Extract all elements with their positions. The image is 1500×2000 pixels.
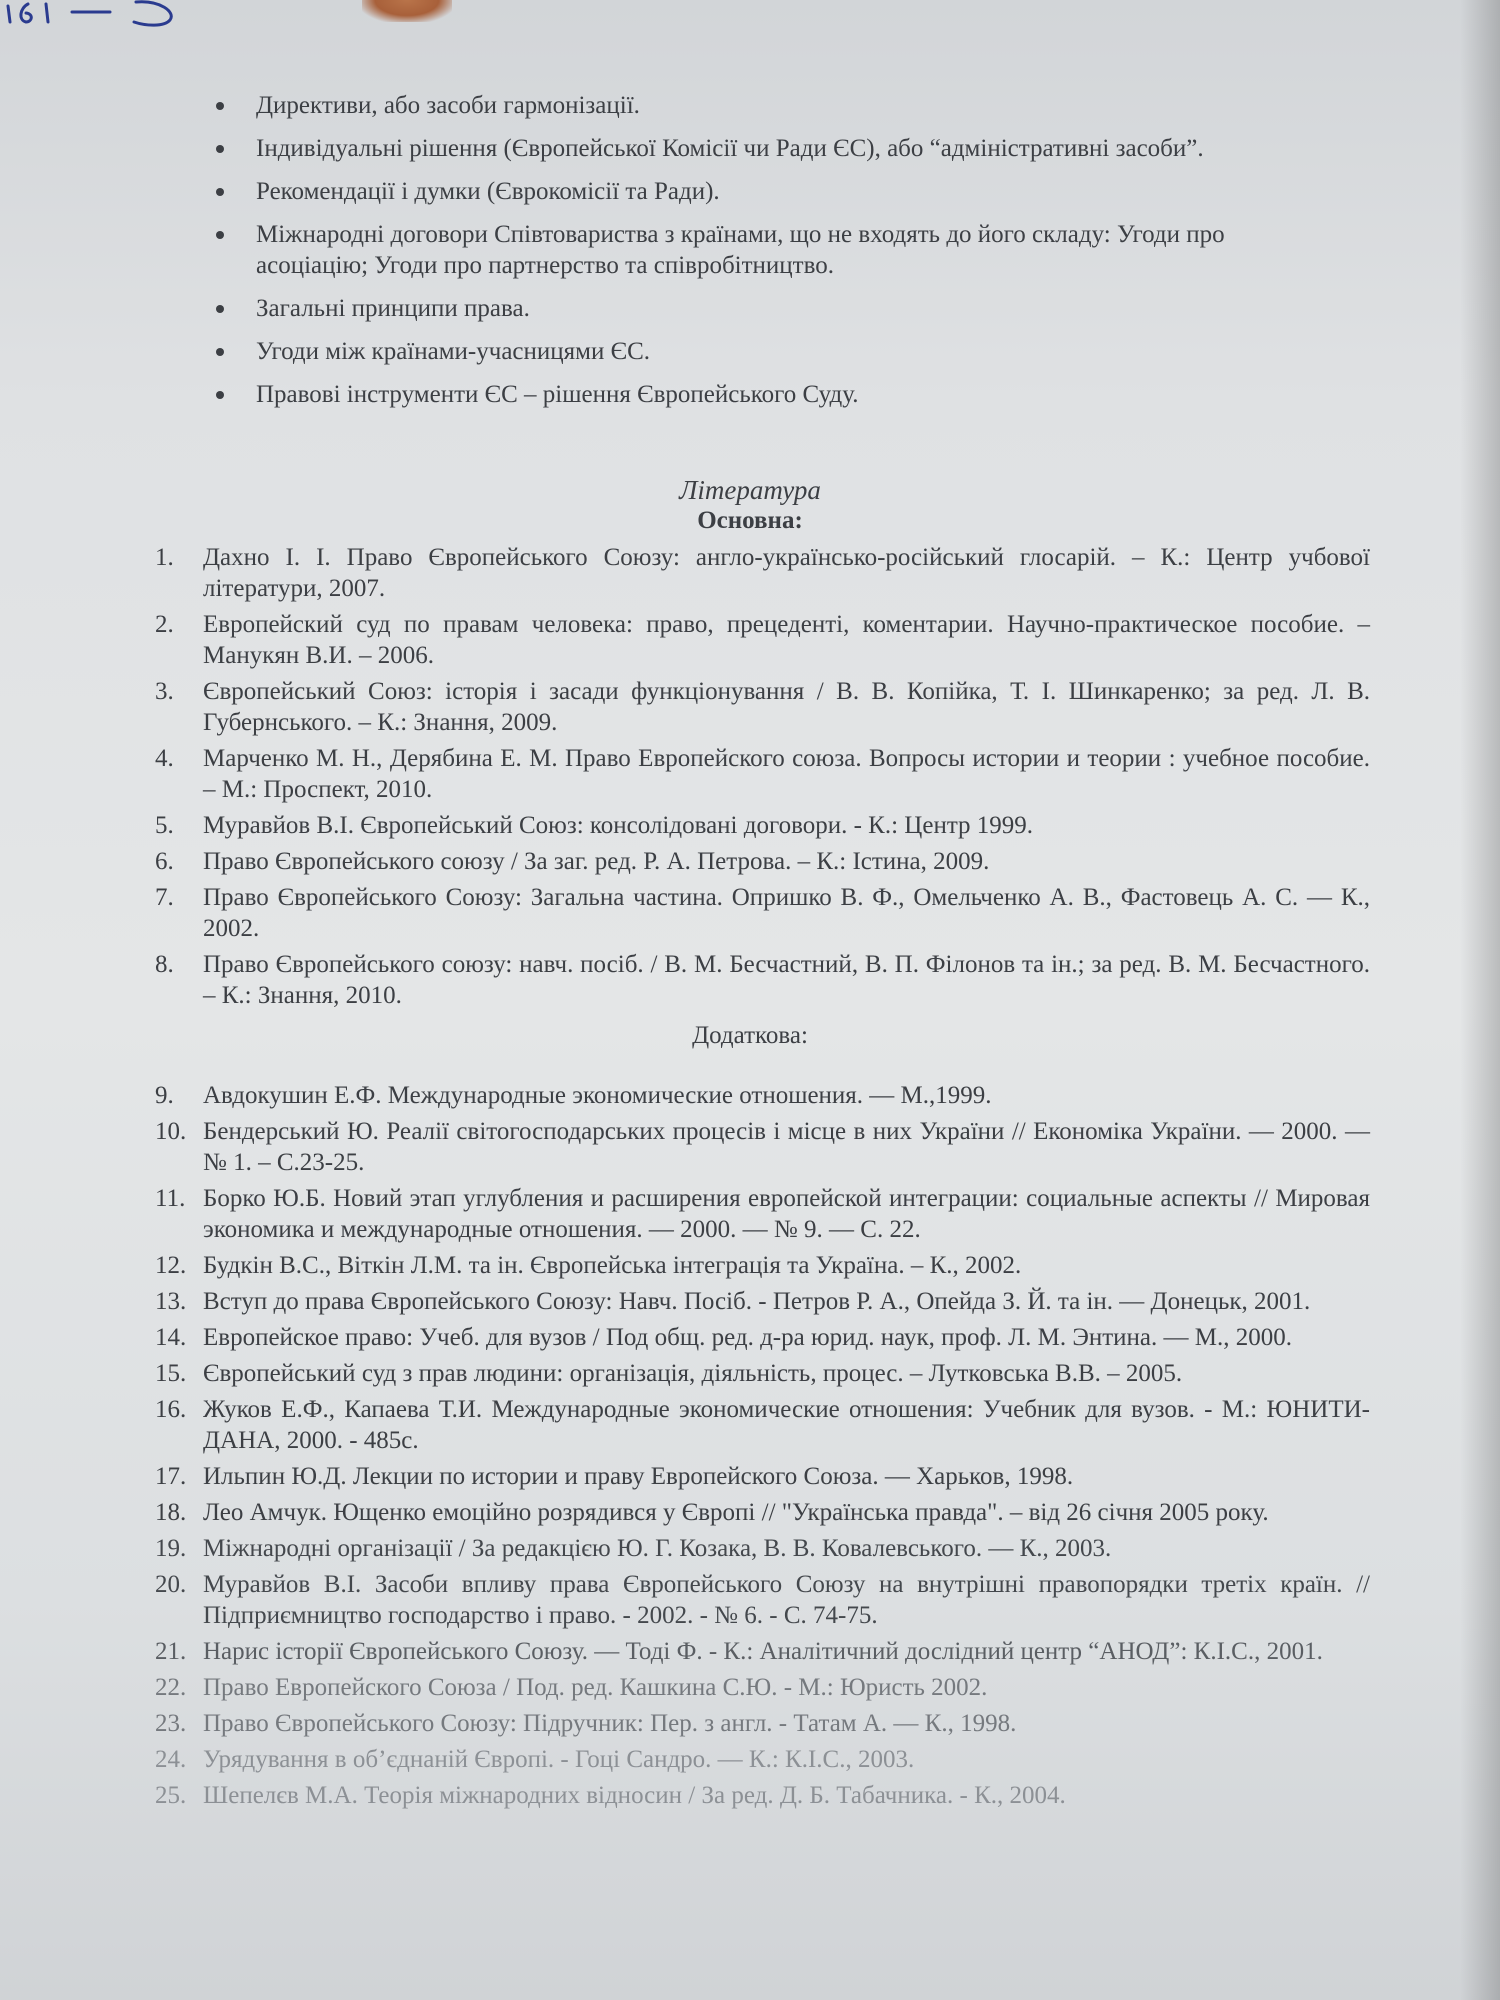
bullet-dot-icon — [216, 102, 224, 110]
reference-item: 4. Марченко М. Н., Дерябина Е. М. Право Европейского союза. Вопросы истории и теории : учебное пособие. – М.: Проспект, 2010. — [155, 745, 1370, 803]
reference-item: 7. Право Європейського Союзу: Загальна частина. Опришко В. Ф., Омельченко А. В., Фастовець А. С. — К., 2002. — [155, 884, 1370, 942]
bullet-dot-icon — [216, 305, 224, 313]
reference-item: 12. Будкін В.С., Віткін Л.М. та ін. Європейська інтеграція та Україна. – К., 2002. — [155, 1252, 1022, 1279]
bullet-item: Рекомендації і думки (Єврокомісії та Ради). — [210, 176, 1340, 207]
additional-literature-heading: Додаткова: — [692, 1022, 808, 1049]
bullet-item: Правові інструменти ЄС – рішення Європейського Суду. — [210, 379, 1340, 410]
reference-item: 14. Европейское право: Учеб. для вузов / Под общ. ред. д-ра юрид. наук, проф. Л. М. Энтина. — М., 2000. — [155, 1324, 1293, 1351]
reference-item: 21. Нарис історії Європейського Союзу. — Тоді Ф. - К.: Аналітичний дослідний центр “АНОД”: К.І.С., 2001. — [155, 1638, 1323, 1665]
bullet-dot-icon — [216, 348, 224, 356]
reference-item: 18. Лео Амчук. Ющенко емоційно розрядився у Європі // "Українська правда". – від 26 січня 2005 року. — [155, 1499, 1269, 1526]
reference-item: 16. Жуков Е.Ф., Капаева Т.И. Международные экономические отношения: Учебник для вузов. - М.: ЮНИТИ-ДАНА, 2000. - 485с. — [155, 1396, 1370, 1454]
bullet-item: Угоди між країнами-учасницями ЄС. — [210, 336, 1340, 367]
bullet-list — [210, 90, 1340, 422]
reference-item: 25. Шепелєв М.А. Теорія міжнародних відносин / За ред. Д. Б. Табачника. - К., 2004. — [155, 1782, 1066, 1809]
reference-item: 15. Європейський суд з прав людини: організація, діяльність, процес. – Лутковська В.В. – 2005. — [155, 1360, 1183, 1387]
literature-heading: Література — [679, 475, 821, 505]
reference-item: 2. Европейский суд по правам человека: право, прецеденті, коментарии. Научно-практическое пособие. – Манукян В.И. – 2006. — [155, 611, 1370, 669]
reference-item: 6. Право Європейського союзу / За заг. ред. Р. А. Петрова. – К.: Істина, 2009. — [155, 848, 990, 875]
reference-item: 11. Борко Ю.Б. Новий этап углубления и расширения европейской интеграции: социальные аспекты // Мировая экономика и международные отношения. — 2000. — № 9. — С. 22. — [155, 1185, 1370, 1243]
reference-item: 19. Міжнародні організації / За редакцією Ю. Г. Козака, В. В. Ковалевського. — К., 2003. — [155, 1535, 1112, 1562]
reference-item: 20. Муравйов В.І. Засоби впливу права Європейського Союзу на внутрішні правопорядки третіх країн. // Підприємництво господарство і право. - 2002. - № 6. - С. 74-75. — [155, 1571, 1370, 1629]
main-reference-list — [155, 542, 1370, 1016]
reference-item: 3. Європейський Союз: історія і засади функціонування / В. В. Копійка, Т. І. Шинкаренко; за ред. Л. В. Губернського. – К.: Знання, 2009. — [155, 678, 1370, 736]
bullet-dot-icon — [216, 231, 224, 239]
reference-item: 22. Право Европейского Союза / Под. ред. Кашкина С.Ю. - М.: Юристь 2002. — [155, 1674, 988, 1701]
reference-item: 10. Бендерський Ю. Реалії світогосподарських процесів і місце в них України // Економіка України. — 2000. — № 1. – С.23-25. — [155, 1118, 1370, 1176]
reference-item: 24. Урядування в об’єднаній Європі. - Гоці Сандро. — К.: К.І.С., 2003. — [155, 1746, 915, 1773]
reference-item: 23. Право Європейського Союзу: Підручник: Пер. з англ. - Татам А. — К., 1998. — [155, 1710, 1017, 1737]
reference-item: 5. Муравйов В.І. Європейський Союз: консолідовані договори. - К.: Центр 1999. — [155, 812, 1034, 839]
reference-item: 1. Дахно І. І. Право Європейського Союзу: англо-українсько-російський глосарій. – К.: Центр учбової літератури, 2007. — [155, 544, 1370, 602]
bullet-item: Індивідуальні рішення (Європейської Комісії чи Ради ЄС), або “адміністративні засоби”. — [210, 133, 1340, 164]
bullet-dot-icon — [216, 188, 224, 196]
finger-shadow — [362, 0, 452, 22]
reference-item: 8. Право Європейського союзу: навч. посіб. / В. М. Бесчастний, В. П. Філонов та ін.; за ред. В. М. Бесчастного. – К.: Знання, 2010. — [155, 951, 1370, 1009]
additional-reference-list — [155, 1080, 1370, 1816]
main-literature-heading: Основна: — [697, 507, 803, 534]
bullet-item: Міжнародні договори Співтовариства з країнами, що не входять до його складу: Угоди про асоціацію; Угоди про партнерство та співробітництво. — [210, 219, 1340, 281]
page-edge-shadow — [1460, 0, 1500, 2000]
handwritten-mark — [0, 0, 190, 50]
bullet-item: Загальні принципи права. — [210, 293, 1340, 324]
reference-item: 13. Вступ до права Європейського Союзу: Навч. Посіб. - Петров Р. А., Опейда З. Й. та ін. — Донецьк, 2001. — [155, 1288, 1311, 1315]
reference-item: 9. Авдокушин Е.Ф. Международные экономические отношения. — М.,1999. — [155, 1082, 992, 1109]
bullet-dot-icon — [216, 391, 224, 399]
bullet-item: Директиви, або засоби гармонізації. — [210, 90, 1340, 121]
bullet-dot-icon — [216, 145, 224, 153]
reference-item: 17. Ильпин Ю.Д. Лекции по истории и праву Европейского Союза. — Харьков, 1998. — [155, 1463, 1074, 1490]
